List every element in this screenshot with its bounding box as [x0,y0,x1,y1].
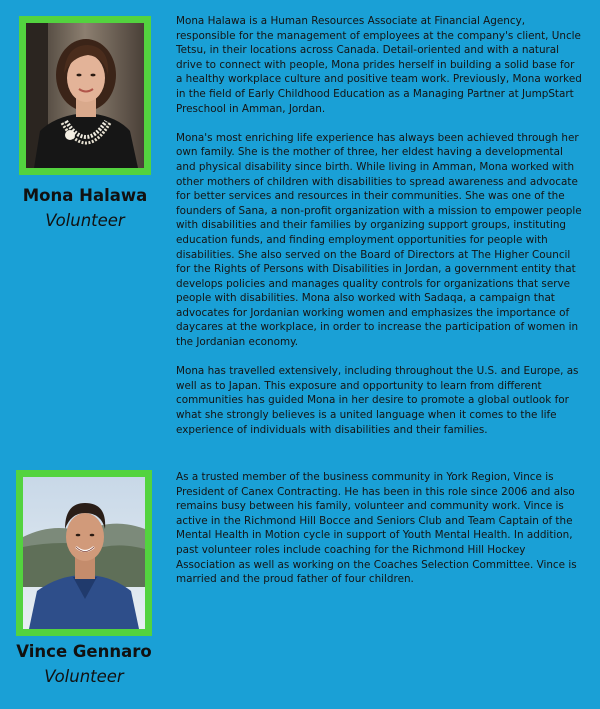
vince-bio-paragraph-1: As a trusted member of the business community in York Region, Vince is President of Canex Contracting. He has been in this role since 2006 and also remains busy between his family, volunteer and community work. Vince is active in the Richmond Hill Bocce and Seniors Club and Team Captain of the Mental Health in Motion cycle in support of Youth Mental Health. In addition, past volunteer roles include coaching for the Richmond Hill Hockey Association as well as working on the Coaches Selection Committee. Vince is married and the proud father of four children. [176,471,577,586]
mona-photo-frame [19,16,151,175]
mona-bio-paragraph-3: Mona has travelled extensively, including throughout the U.S. and Europe, as well as to Japan. This exposure and opportunity to learn from different communities has guided Mona in her desire to promote a global outlook for what she strongly believes is a united language when it comes to the life experience of individuals with disabilities and their families. [176,365,579,436]
vince-portrait [23,477,145,629]
mona-bio-paragraph-2: Mona's most enriching life experience has always been achieved through her own family. She is the mother of three, her eldest having a developmental and physical disability since birth. While living in Amman, Mona worked with other mothers of children with disabilities to spread awareness and advocate for better services and resources in their communities. She was one of the founders of Sana, a non-profit organization with a mission to empower people with disabilities and their families by organizing support groups, instituting education funds, and finding employment opportunities for people with disabilities. She also served on the Board of Directors at The Higher Council for the Rights of Persons with Disabilities in Jordan, a government entity that develops policies and manages quality controls for organizations that serve people with disabilities. Mona also worked with Sadaqa, a campaign that advocates for Jordanian working women and emphasizes the importance of daycares at the workplace, in order to increase the participation of women in the Jordanian economy. [176,131,582,349]
vince-photo-frame [16,470,152,636]
vince-name: Vince Gennaro [16,642,152,661]
vince-role: Volunteer [44,667,124,686]
mona-bio [176,14,582,437]
mona-name: Mona Halawa [22,186,148,205]
mona-bio-paragraph-1: Mona Halawa is a Human Resources Associate at Financial Agency, responsible for the management of employees at the company's client, Uncle Tetsu, in their locations across Canada. Detail-oriented and with a natural drive to connect with people, Mona prides herself in building a solid base for a healthy workplace culture and positive team work. Previously, Mona worked in the field of Early Childhood Education as a Managing Partner at JumpStart Preschool in Amman, Jordan. [176,15,582,115]
mona-role: Volunteer [45,211,125,230]
mona-portrait [26,23,144,168]
vince-bio [176,470,582,587]
